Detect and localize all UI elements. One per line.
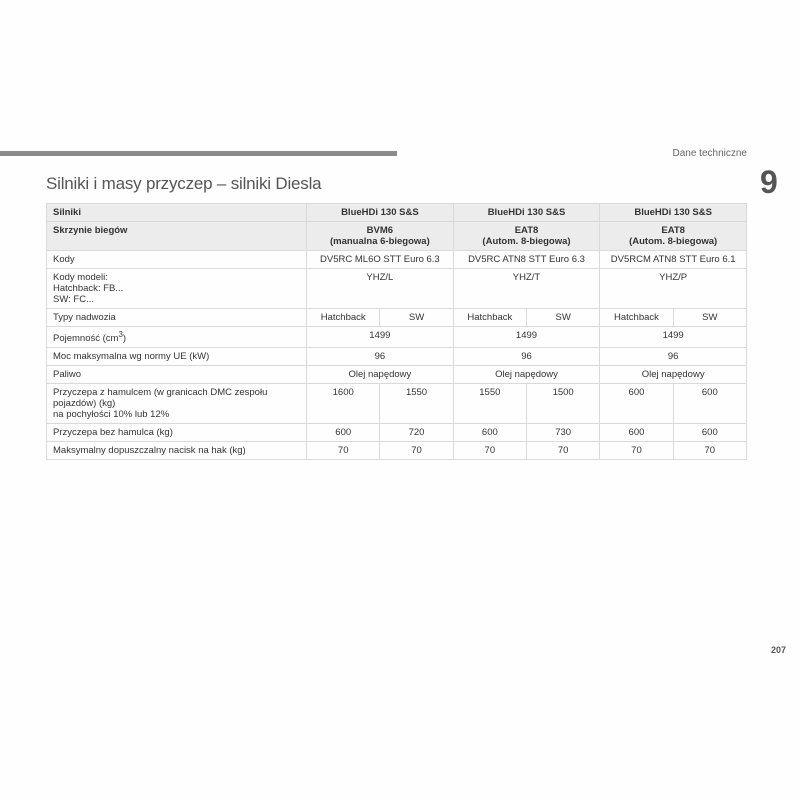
table-row (47, 424, 747, 442)
table-cell: BlueHDi 130 S&S (453, 204, 600, 222)
table-cell: DV5RCM ATN8 STT Euro 6.1 (600, 251, 747, 269)
table-cell: Olej napędowy (600, 366, 747, 384)
table-cell (453, 222, 600, 251)
table-row (47, 251, 747, 269)
gearbox-name: EAT8 (661, 225, 685, 236)
row-label: Moc maksymalna wg normy UE (kW) (47, 348, 307, 366)
label-text: Pojemność (cm (53, 333, 119, 345)
table-row (47, 442, 747, 460)
row-label: Przyczepa bez hamulca (kg) (47, 424, 307, 442)
page-number: 207 (771, 645, 787, 655)
table-cell: Olej napędowy (307, 366, 454, 384)
table-cell: 70 (673, 442, 746, 460)
table-cell: 1499 (307, 327, 454, 348)
table-cell: SW (380, 309, 453, 327)
table-cell: Olej napędowy (453, 366, 600, 384)
table-cell: SW (673, 309, 746, 327)
table-cell: 70 (307, 442, 380, 460)
label-line: pojazdów) (kg) (53, 398, 116, 410)
table-cell: DV5RC ML6O STT Euro 6.3 (307, 251, 454, 269)
table-cell: 600 (673, 424, 746, 442)
gearbox-desc: (Autom. 8-biegowa) (482, 236, 571, 247)
table-cell: 1600 (307, 384, 380, 424)
table-cell: 600 (453, 424, 526, 442)
table-cell: YHZ/L (307, 269, 454, 309)
chapter-number: 9 (760, 164, 778, 200)
row-label (47, 384, 307, 424)
table-row (47, 309, 747, 327)
row-label (47, 269, 307, 309)
label-superscript: 3 (118, 330, 123, 339)
table-cell: 70 (600, 442, 673, 460)
table-cell: 70 (453, 442, 526, 460)
table-cell: Hatchback (453, 309, 526, 327)
table-cell: 600 (307, 424, 380, 442)
table-cell (600, 222, 747, 251)
table-cell: SW (527, 309, 600, 327)
table-row (47, 384, 747, 424)
table-cell: BlueHDi 130 S&S (600, 204, 747, 222)
table-cell: 600 (600, 384, 673, 424)
table-cell: YHZ/T (453, 269, 600, 309)
row-label: Typy nadwozia (47, 309, 307, 327)
table-cell: 70 (527, 442, 600, 460)
table-row (47, 348, 747, 366)
page-title: Silniki i masy przyczep – silniki Diesla (46, 174, 322, 193)
header-rule (0, 151, 397, 156)
table-cell (307, 222, 454, 251)
table-row (47, 204, 747, 222)
table-row (47, 222, 747, 251)
gearbox-desc: (manualna 6-biegowa) (329, 236, 430, 247)
table-cell: 1499 (453, 327, 600, 348)
table-cell: 1499 (600, 327, 747, 348)
label-line: Hatchback: FB... (53, 283, 124, 294)
table-cell: Hatchback (600, 309, 673, 327)
table-cell: Hatchback (307, 309, 380, 327)
gearbox-name: BVM6 (366, 225, 394, 236)
table-cell: DV5RC ATN8 STT Euro 6.3 (453, 251, 600, 269)
row-label (47, 327, 307, 348)
label-text-end: ) (122, 333, 127, 345)
section-label: Dane techniczne (672, 148, 747, 159)
table-row (47, 327, 747, 348)
table-cell: 96 (453, 348, 600, 366)
label-line: Przyczepa z hamulcem (w granicach DMC zespołu (53, 387, 268, 399)
table-cell: 720 (380, 424, 453, 442)
table-cell: 1500 (527, 384, 600, 424)
gearbox-name: EAT8 (514, 225, 539, 236)
table-cell: 1550 (380, 384, 453, 424)
engine-spec-table (46, 203, 747, 460)
gearbox-desc: (Autom. 8-biegowa) (629, 236, 718, 247)
table-cell: 1550 (453, 384, 526, 424)
table-cell: 730 (527, 424, 600, 442)
row-label: Skrzynie biegów (47, 222, 307, 251)
table-cell: 600 (600, 424, 673, 442)
table-row (47, 366, 747, 384)
table-cell: 96 (600, 348, 747, 366)
table-cell: 600 (673, 384, 746, 424)
table-cell: YHZ/P (600, 269, 747, 309)
table-cell: BlueHDi 130 S&S (307, 204, 454, 222)
label-line: SW: FC... (53, 294, 94, 305)
row-label: Kody (47, 251, 307, 269)
row-label: Maksymalny dopuszczalny nacisk na hak (kg) (47, 442, 307, 460)
table-cell: 70 (380, 442, 453, 460)
table-row (47, 269, 747, 309)
label-line: Kody modeli: (53, 272, 108, 283)
row-label: Silniki (47, 204, 307, 222)
row-label: Paliwo (47, 366, 307, 384)
table-cell: 96 (307, 348, 454, 366)
label-line: na pochyłości 10% lub 12% (53, 409, 170, 421)
